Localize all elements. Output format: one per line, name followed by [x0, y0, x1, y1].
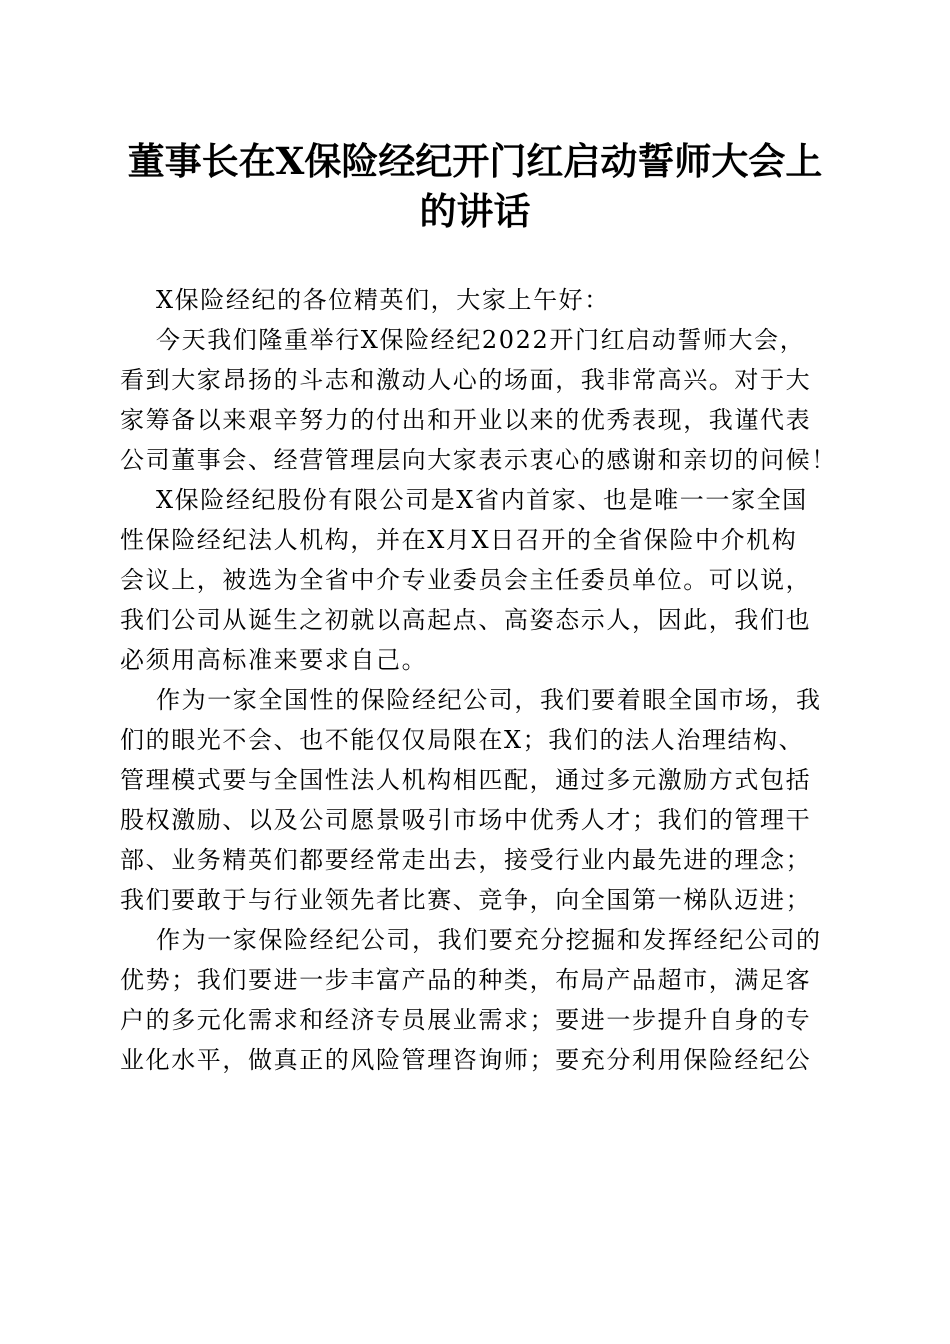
- paragraph-greeting: [120, 280, 832, 320]
- document-title: [100, 136, 850, 236]
- title-line-2: 的讲话: [419, 189, 531, 233]
- paragraph-line: 业化水平，做真正的风险管理咨询师；要充分利用保险经纪公: [120, 1046, 812, 1074]
- paragraph-line: 公司董事会、经营管理层向大家表示衷心的感谢和亲切的问候！: [120, 446, 837, 474]
- paragraph-line: 我们公司从诞生之初就以高起点、高姿态示人，因此，我们也: [120, 606, 812, 634]
- paragraph-opening: [120, 320, 837, 480]
- paragraph-line: 股权激励、以及公司愿景吸引市场中优秀人才；我们的管理干: [120, 806, 812, 834]
- paragraph-line: 我们要敢于与行业领先者比赛、竞争，向全国第一梯队迈进；: [120, 886, 812, 914]
- document-body: [120, 280, 837, 1080]
- paragraph-line: 会议上，被选为全省中介专业委员会主任委员单位。可以说，: [120, 566, 812, 594]
- paragraph-line: 必须用高标准来要求自己。: [120, 646, 428, 674]
- paragraph-line: 优势；我们要进一步丰富产品的种类，布局产品超市，满足客: [120, 966, 812, 994]
- paragraph-line: 今天我们隆重举行X保险经纪2022开门红启动誓师大会，: [156, 326, 806, 354]
- paragraph-line: 部、业务精英们都要经常走出去，接受行业内最先进的理念；: [120, 846, 812, 874]
- paragraph-line: X保险经纪的各位精英们，大家上午好：: [156, 286, 610, 314]
- paragraph-line: 作为一家保险经纪公司，我们要充分挖掘和发挥经纪公司的: [156, 926, 822, 954]
- paragraph-line: 作为一家全国性的保险经纪公司，我们要着眼全国市场，我: [156, 686, 822, 714]
- paragraph-line: 看到大家昂扬的斗志和激动人心的场面，我非常高兴。对于大: [120, 366, 812, 394]
- paragraph-line: 户的多元化需求和经济专员展业需求；要进一步提升自身的专: [120, 1006, 812, 1034]
- paragraph-company-intro: [120, 480, 832, 680]
- paragraph-line: 家筹备以来艰辛努力的付出和开业以来的优秀表现，我谨代表: [120, 406, 812, 434]
- paragraph-line: 性保险经纪法人机构，并在X月X日召开的全省保险中介机构: [120, 526, 798, 554]
- title-line-1: 董事长在X保险经纪开门红启动誓师大会上: [127, 139, 823, 183]
- paragraph-broker-advantage: [120, 920, 832, 1080]
- paragraph-line: 管理模式要与全国性法人机构相匹配，通过多元激励方式包括: [120, 766, 812, 794]
- paragraph-line: X保险经纪股份有限公司是X省内首家、也是唯一一家全国: [156, 486, 808, 514]
- paragraph-line: 们的眼光不会、也不能仅仅局限在X；我们的法人治理结构、: [120, 726, 805, 754]
- paragraph-national-strategy: [120, 680, 832, 920]
